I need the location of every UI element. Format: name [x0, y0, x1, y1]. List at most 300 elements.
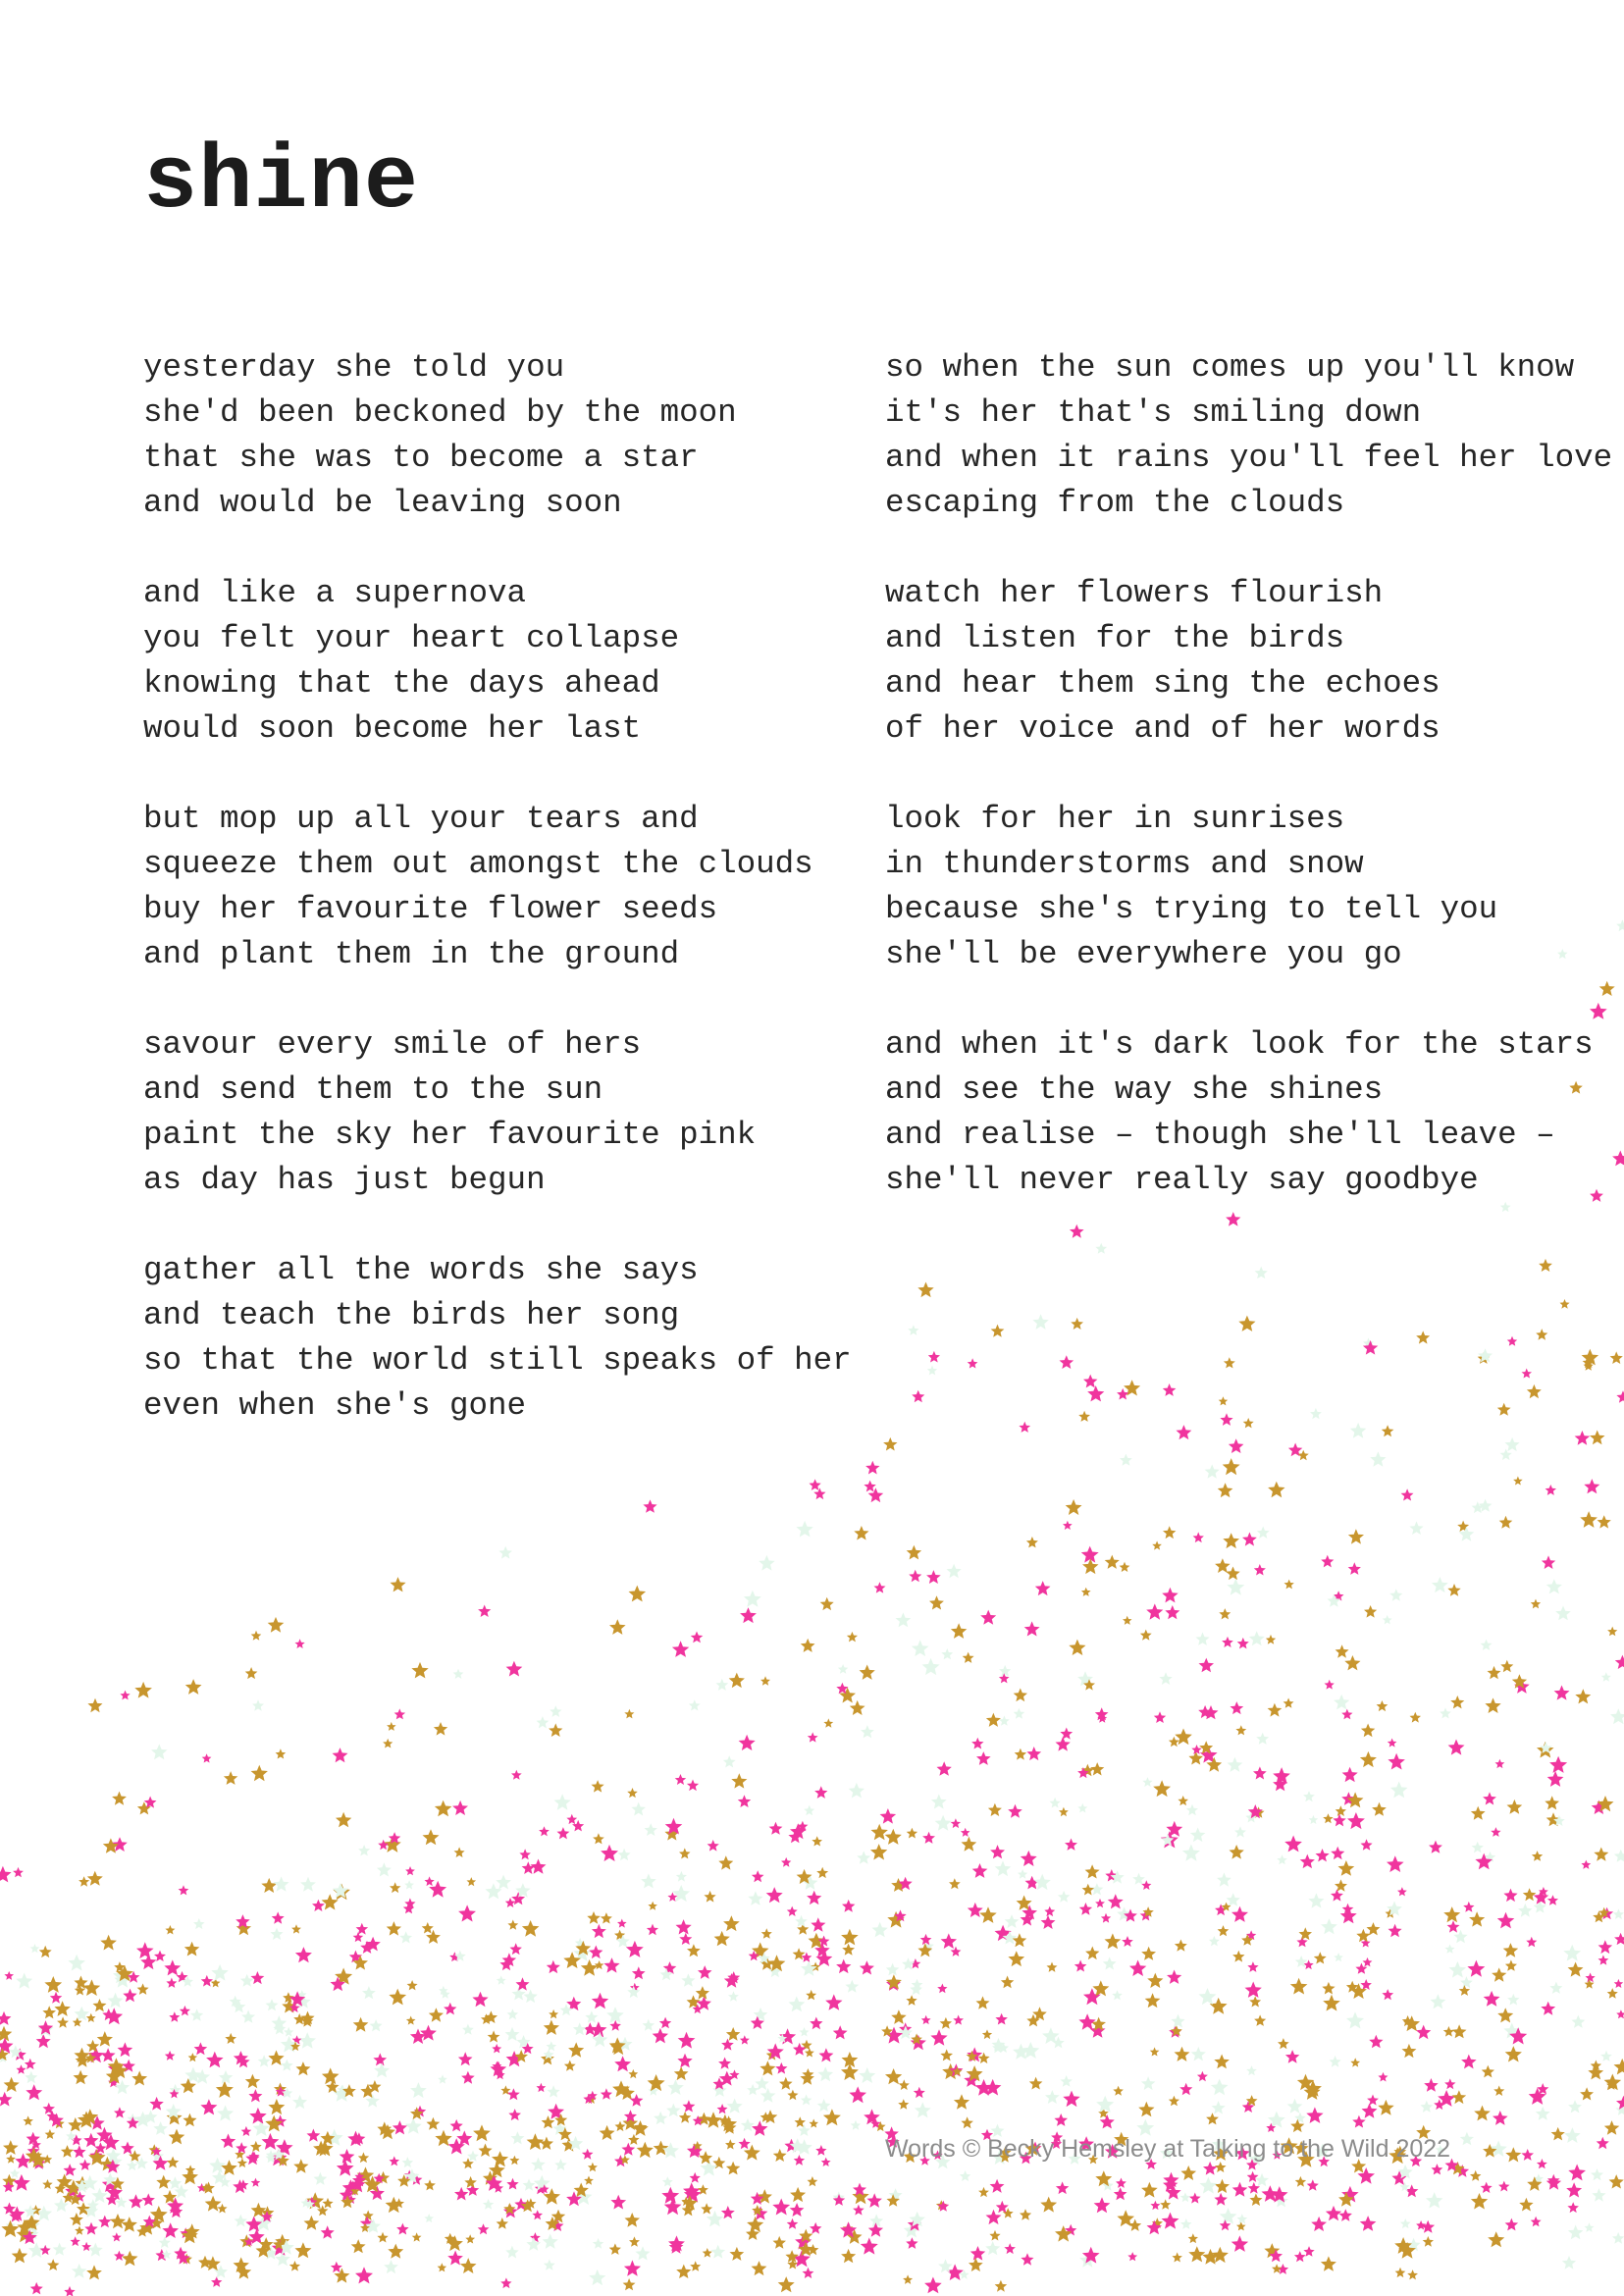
confetti-star-icon: [1322, 1982, 1335, 1995]
confetti-star-icon: [1180, 2192, 1190, 2202]
confetti-star-icon: [1081, 1588, 1091, 1596]
confetti-star-icon: [1120, 1562, 1130, 1572]
confetti-star-icon: [810, 2119, 819, 2128]
confetti-star-icon: [585, 2010, 598, 2022]
confetti-star-icon: [920, 1934, 932, 1945]
confetti-star-icon: [362, 1986, 376, 1999]
confetti-star-icon: [1001, 1976, 1014, 1989]
confetti-star-icon: [1560, 1299, 1570, 1309]
confetti-star-icon: [912, 1640, 929, 1656]
confetti-star-icon: [968, 1903, 983, 1917]
confetti-star-icon: [629, 1586, 647, 1602]
confetti-star-icon: [676, 1919, 692, 1934]
confetti-star-icon: [1231, 1906, 1248, 1922]
confetti-star-icon: [874, 1582, 886, 1592]
confetti-star-icon: [1431, 1994, 1446, 2009]
confetti-star-icon: [787, 2090, 798, 2101]
confetti-star-icon: [772, 2199, 790, 2216]
confetti-star-icon: [159, 2237, 171, 2249]
confetti-star-icon: [1214, 2193, 1228, 2206]
confetti-star-icon: [165, 2051, 176, 2061]
confetti-star-icon: [506, 1661, 523, 1677]
confetti-star-icon: [13, 1867, 24, 1877]
confetti-star-icon: [1123, 1616, 1132, 1625]
confetti-star-icon: [628, 2134, 640, 2145]
confetti-star-icon: [851, 2120, 862, 2130]
confetti-star-icon: [1117, 1388, 1128, 1400]
confetti-star-icon: [1407, 2270, 1418, 2279]
confetti-star-icon: [996, 2201, 1009, 2213]
confetti-star-icon: [394, 1708, 406, 1719]
confetti-star-icon: [969, 2258, 983, 2271]
confetti-star-icon: [908, 1325, 918, 1335]
confetti-star-icon: [1447, 1920, 1460, 1932]
confetti-star-icon: [75, 2007, 90, 2021]
confetti-star-icon: [1600, 2051, 1612, 2061]
confetti-star-icon: [1095, 1899, 1105, 1907]
confetti-star-icon: [755, 2076, 768, 2090]
confetti-star-icon: [739, 2138, 751, 2150]
confetti-star-icon: [1323, 1995, 1340, 2011]
confetti-star-icon: [1497, 2008, 1513, 2022]
poem-line: and see the way she shines: [885, 1071, 1384, 1108]
confetti-star-icon: [883, 1437, 897, 1451]
confetti-star-icon: [1083, 1375, 1097, 1388]
confetti-star-icon: [729, 1673, 745, 1689]
confetti-star-icon: [544, 2020, 559, 2035]
confetti-star-icon: [643, 2019, 655, 2031]
confetti-star-icon: [872, 1922, 888, 1938]
confetti-star-icon: [1338, 1860, 1355, 1876]
confetti-star-icon: [871, 1824, 888, 1841]
confetti-star-icon: [979, 1906, 997, 1923]
confetti-star-icon: [714, 1931, 730, 1946]
confetti-star-icon: [995, 2013, 1008, 2025]
confetti-star-icon: [1500, 1660, 1513, 1672]
confetti-star-icon: [36, 2034, 51, 2048]
confetti-star-icon: [1217, 1873, 1231, 1887]
confetti-star-icon: [1416, 1331, 1430, 1343]
confetti-star-icon: [1397, 1887, 1407, 1896]
confetti-star-icon: [149, 2097, 163, 2111]
confetti-star-icon: [985, 2241, 1000, 2255]
confetti-star-icon: [675, 1774, 687, 1785]
confetti-star-icon: [258, 2055, 271, 2066]
confetti-star-icon: [1471, 2193, 1488, 2210]
confetti-star-icon: [915, 2102, 931, 2117]
confetti-star-icon: [1237, 1638, 1249, 1649]
confetti-star-icon: [676, 2265, 691, 2278]
confetti-star-icon: [549, 1723, 562, 1737]
confetti-star-icon: [1474, 2106, 1491, 2121]
confetti-star-icon: [1416, 2220, 1426, 2230]
confetti-star-icon: [929, 1595, 944, 1609]
confetti-star-icon: [766, 1887, 783, 1903]
confetti-star-icon: [1284, 1580, 1294, 1590]
confetti-star-icon: [1171, 2014, 1184, 2028]
confetti-star-icon: [747, 2084, 759, 2095]
confetti-star-icon: [1178, 1796, 1188, 1805]
confetti-star-icon: [643, 1499, 656, 1512]
confetti-star-icon: [1206, 2113, 1219, 2124]
confetti-star-icon: [1060, 1728, 1073, 1740]
confetti-star-icon: [1103, 1957, 1117, 1969]
confetti-star-icon: [30, 2282, 43, 2295]
confetti-star-icon: [554, 2159, 567, 2170]
confetti-star-icon: [61, 2145, 74, 2158]
confetti-star-icon: [804, 1805, 814, 1816]
poem-line: paint the sky her favourite pink: [143, 1117, 757, 1153]
confetti-star-icon: [853, 2205, 864, 2216]
confetti-star-icon: [42, 2006, 56, 2018]
confetti-star-icon: [252, 1699, 264, 1710]
confetti-star-icon: [405, 1866, 415, 1875]
confetti-star-icon: [1303, 2246, 1314, 2257]
confetti-star-icon: [531, 2158, 546, 2171]
confetti-star-icon: [963, 1652, 974, 1663]
confetti-star-icon: [641, 1874, 656, 1889]
confetti-star-icon: [1186, 1804, 1198, 1816]
confetti-star-icon: [530, 2232, 541, 2242]
confetti-star-icon: [1554, 1686, 1570, 1700]
confetti-star-icon: [1242, 1533, 1257, 1546]
confetti-star-icon: [340, 2149, 355, 2164]
confetti-star-icon: [1447, 1584, 1460, 1596]
confetti-star-icon: [885, 1829, 902, 1845]
confetti-star-icon: [118, 2042, 133, 2057]
confetti-star-icon: [1461, 2055, 1477, 2069]
confetti-star-icon: [1141, 2076, 1156, 2090]
confetti-star-icon: [165, 1925, 175, 1935]
confetti-star-icon: [202, 2182, 215, 2194]
confetti-star-icon: [1547, 1771, 1564, 1787]
confetti-star-icon: [885, 2068, 902, 2084]
confetti-star-icon: [803, 2268, 814, 2278]
confetti-star-icon: [532, 2210, 543, 2219]
confetti-star-icon: [787, 1906, 798, 1916]
confetti-star-icon: [500, 2277, 511, 2288]
confetti-star-icon: [190, 2009, 203, 2021]
confetti-star-icon: [728, 1991, 739, 2001]
confetti-star-icon: [1531, 2217, 1542, 2226]
confetti-star-icon: [295, 2242, 312, 2258]
confetti-star-icon: [1592, 2188, 1605, 2201]
confetti-star-icon: [1484, 1991, 1500, 2007]
confetti-star-icon: [134, 1682, 152, 1698]
confetti-star-icon: [1227, 1579, 1244, 1595]
confetti-star-icon: [636, 2246, 651, 2260]
confetti-star-icon: [0, 1866, 12, 1883]
confetti-star-icon: [412, 2232, 422, 2241]
confetti-star-icon: [444, 2003, 456, 2015]
confetti-star-icon: [1445, 1944, 1455, 1954]
confetti-star-icon: [763, 2110, 778, 2123]
confetti-star-icon: [870, 1844, 887, 1859]
poem-line: she'll be everywhere you go: [885, 936, 1402, 972]
confetti-star-icon: [968, 1358, 978, 1368]
confetti-star-icon: [1314, 1952, 1327, 1963]
confetti-star-icon: [97, 2031, 113, 2047]
confetti-star-icon: [496, 1875, 511, 1890]
confetti-star-icon: [194, 2042, 208, 2055]
confetti-star-icon: [1141, 2182, 1158, 2198]
confetti-star-icon: [519, 1849, 531, 1859]
confetti-star-icon: [142, 2193, 155, 2206]
confetti-star-icon: [1505, 1959, 1517, 1970]
confetti-star-icon: [1246, 2065, 1257, 2075]
confetti-star-icon: [631, 1802, 646, 1816]
confetti-star-icon: [1197, 2071, 1208, 2082]
confetti-star-icon: [1370, 1451, 1386, 1466]
confetti-star-icon: [886, 1963, 900, 1976]
confetti-star-icon: [592, 1993, 608, 2009]
confetti-star-icon: [726, 2027, 741, 2041]
confetti-star-icon: [917, 1282, 933, 1298]
confetti-star-icon: [761, 1928, 772, 1939]
confetti-star-icon: [512, 1987, 526, 2001]
confetti-star-icon: [293, 2013, 305, 2024]
confetti-star-icon: [390, 1882, 400, 1893]
confetti-star-icon: [626, 1941, 644, 1957]
confetti-star-icon: [1495, 1759, 1505, 1768]
confetti-star-icon: [593, 2238, 603, 2249]
confetti-star-icon: [396, 2223, 409, 2235]
confetti-star-icon: [1323, 1813, 1334, 1823]
confetti-star-icon: [801, 1639, 815, 1652]
confetti-star-icon: [1584, 2222, 1594, 2232]
confetti-star-icon: [747, 2217, 763, 2232]
confetti-star-icon: [666, 2104, 680, 2117]
confetti-star-icon: [813, 1487, 825, 1499]
confetti-star-icon: [245, 2152, 259, 2166]
confetti-star-icon: [1586, 1973, 1596, 1983]
confetti-star-icon: [245, 2074, 260, 2089]
confetti-star-icon: [88, 2243, 103, 2257]
confetti-star-icon: [1105, 1555, 1120, 1569]
confetti-star-icon: [154, 1951, 166, 1961]
confetti-star-icon: [582, 2149, 594, 2160]
confetti-star-icon: [1018, 1869, 1027, 1879]
confetti-star-icon: [1295, 2176, 1306, 2187]
confetti-star-icon: [1188, 2233, 1198, 2243]
confetti-star-icon: [435, 2130, 451, 2146]
confetti-star-icon: [1545, 1485, 1556, 1495]
confetti-star-icon: [1532, 1851, 1543, 1861]
poem-line: in thunderstorms and snow: [885, 846, 1364, 882]
confetti-star-icon: [564, 2061, 576, 2071]
confetti-star-icon: [1575, 1689, 1591, 1703]
confetti-star-icon: [73, 2145, 86, 2158]
confetti-star-icon: [986, 1713, 1001, 1727]
poem-line: savour every smile of hers: [143, 1026, 642, 1063]
confetti-star-icon: [976, 1751, 991, 1765]
confetti-star-icon: [1189, 2193, 1201, 2204]
confetti-star-icon: [1615, 1655, 1624, 1669]
confetti-star-icon: [781, 1857, 791, 1867]
confetti-star-icon: [1555, 1606, 1571, 1621]
confetti-star-icon: [524, 1990, 538, 2004]
confetti-star-icon: [687, 1780, 699, 1792]
confetti-star-icon: [1503, 1889, 1517, 1903]
confetti-star-icon: [909, 1570, 921, 1582]
confetti-star-icon: [1452, 2090, 1467, 2104]
confetti-star-icon: [648, 1902, 657, 1910]
confetti-star-icon: [906, 2237, 917, 2249]
confetti-star-icon: [1598, 1955, 1609, 1964]
confetti-star-icon: [1141, 1880, 1151, 1890]
poem-line: even when she's gone: [143, 1387, 527, 1424]
confetti-star-icon: [1580, 1511, 1598, 1528]
confetti-star-icon: [261, 1878, 277, 1893]
confetti-star-icon: [1402, 2044, 1417, 2058]
confetti-star-icon: [1571, 2015, 1585, 2028]
confetti-star-icon: [1588, 2065, 1603, 2080]
confetti-star-icon: [10, 2168, 20, 2178]
confetti-star-icon: [841, 2063, 859, 2080]
confetti-star-icon: [205, 2256, 221, 2270]
confetti-star-icon: [1014, 1689, 1027, 1702]
confetti-star-icon: [931, 1794, 947, 1808]
confetti-star-icon: [236, 2142, 247, 2154]
confetti-star-icon: [850, 1700, 865, 1715]
poem-line: you felt your heart collapse: [143, 620, 680, 656]
confetti-star-icon: [1352, 2115, 1366, 2128]
poem-line: and would be leaving soon: [143, 485, 622, 521]
confetti-star-icon: [202, 1753, 212, 1762]
confetti-star-icon: [423, 1829, 440, 1845]
confetti-star-icon: [251, 1971, 265, 1984]
confetti-star-icon: [505, 1898, 516, 1907]
confetti-star-icon: [407, 1980, 418, 1990]
confetti-star-icon: [550, 1705, 561, 1717]
confetti-star-icon: [995, 1860, 1011, 1876]
confetti-star-icon: [1215, 1558, 1231, 1573]
confetti-star-icon: [1209, 1936, 1220, 1947]
confetti-star-icon: [1336, 1805, 1346, 1816]
confetti-star-icon: [323, 2198, 334, 2209]
confetti-star-icon: [841, 2249, 856, 2263]
confetti-star-icon: [645, 1823, 657, 1836]
confetti-star-icon: [1190, 1827, 1206, 1842]
confetti-star-icon: [251, 1765, 268, 1782]
confetti-star-icon: [384, 2260, 398, 2273]
confetti-star-icon: [1612, 2232, 1624, 2244]
confetti-star-icon: [854, 1526, 868, 1540]
confetti-star-icon: [821, 2158, 831, 2166]
confetti-star-icon: [547, 2041, 557, 2051]
confetti-star-icon: [1063, 2091, 1079, 2108]
confetti-star-icon: [951, 1947, 962, 1957]
confetti-star-icon: [1607, 1627, 1617, 1637]
confetti-star-icon: [690, 2172, 701, 2183]
confetti-star-icon: [621, 2143, 635, 2156]
confetti-star-icon: [741, 2118, 755, 2131]
confetti-star-icon: [836, 1959, 851, 1974]
confetti-star-icon: [549, 2009, 558, 2018]
confetti-star-icon: [1175, 1729, 1192, 1746]
confetti-star-icon: [1440, 1707, 1451, 1718]
confetti-star-icon: [1141, 1947, 1156, 1960]
confetti-star-icon: [903, 2274, 913, 2284]
confetti-star-icon: [627, 1788, 638, 1798]
confetti-star-icon: [1294, 2251, 1306, 2262]
confetti-star-icon: [262, 2133, 280, 2150]
confetti-star-icon: [1142, 1777, 1152, 1787]
confetti-star-icon: [687, 1944, 701, 1957]
confetti-star-icon: [1549, 1756, 1567, 1773]
confetti-star-icon: [1325, 1680, 1335, 1690]
confetti-star-icon: [808, 1732, 818, 1742]
confetti-star-icon: [426, 1930, 441, 1944]
confetti-star-icon: [460, 2258, 477, 2273]
confetti-star-icon: [68, 1955, 85, 1971]
confetti-star-icon: [1222, 1637, 1233, 1647]
confetti-star-icon: [1505, 2046, 1522, 2061]
poem-line: that she was to become a star: [143, 440, 699, 476]
confetti-star-icon: [47, 2259, 59, 2270]
confetti-star-icon: [1563, 1945, 1581, 1961]
confetti-star-icon: [811, 1917, 825, 1931]
confetti-star-icon: [773, 2149, 787, 2162]
confetti-star-icon: [1498, 2181, 1509, 2192]
confetti-star-icon: [937, 1984, 947, 1994]
confetti-star-icon: [637, 2142, 654, 2158]
confetti-star-icon: [935, 1815, 952, 1831]
confetti-star-icon: [378, 1840, 389, 1850]
confetti-star-icon: [472, 1992, 488, 2008]
confetti-star-icon: [1050, 1798, 1061, 1808]
confetti-star-icon: [860, 1960, 874, 1974]
confetti-star-icon: [467, 1877, 477, 1886]
confetti-star-icon: [891, 2009, 907, 2024]
confetti-star-icon: [972, 1863, 988, 1878]
confetti-star-icon: [628, 2069, 638, 2078]
confetti-star-icon: [1041, 1915, 1056, 1929]
confetti-star-icon: [284, 2027, 293, 2037]
poem-line: so when the sun comes up you'll know: [885, 349, 1575, 386]
confetti-star-icon: [1342, 1767, 1358, 1782]
confetti-star-icon: [1522, 1369, 1533, 1379]
confetti-star-icon: [151, 1744, 168, 1759]
confetti-star-icon: [1180, 2218, 1192, 2229]
confetti-star-icon: [1177, 1425, 1192, 1439]
confetti-star-icon: [1, 2220, 19, 2237]
confetti-star-icon: [1488, 1666, 1501, 1679]
confetti-star-icon: [751, 2192, 764, 2205]
confetti-star-icon: [1253, 1766, 1267, 1779]
confetti-star-icon: [1254, 2014, 1266, 2026]
confetti-star-icon: [699, 2151, 712, 2164]
confetti-star-icon: [740, 2035, 750, 2044]
confetti-star-icon: [1230, 1845, 1244, 1859]
confetti-star-icon: [937, 1761, 952, 1776]
confetti-star-icon: [44, 1976, 62, 1993]
confetti-star-icon: [1575, 1431, 1591, 1445]
confetti-star-icon: [1227, 1893, 1240, 1906]
poem-line: and send them to the sun: [143, 1071, 603, 1108]
poem-line: as day has just begun: [143, 1162, 546, 1198]
confetti-star-icon: [1145, 1993, 1161, 2008]
confetti-star-icon: [1309, 1815, 1319, 1824]
confetti-star-icon: [1460, 2132, 1474, 2146]
confetti-star-icon: [122, 2217, 137, 2232]
confetti-star-icon: [120, 1691, 130, 1700]
confetti-star-icon: [609, 1619, 626, 1635]
poem-left-column: [143, 345, 850, 1474]
confetti-star-icon: [321, 2225, 335, 2238]
confetti-star-icon: [1150, 2047, 1160, 2056]
confetti-star-icon: [167, 2157, 180, 2168]
